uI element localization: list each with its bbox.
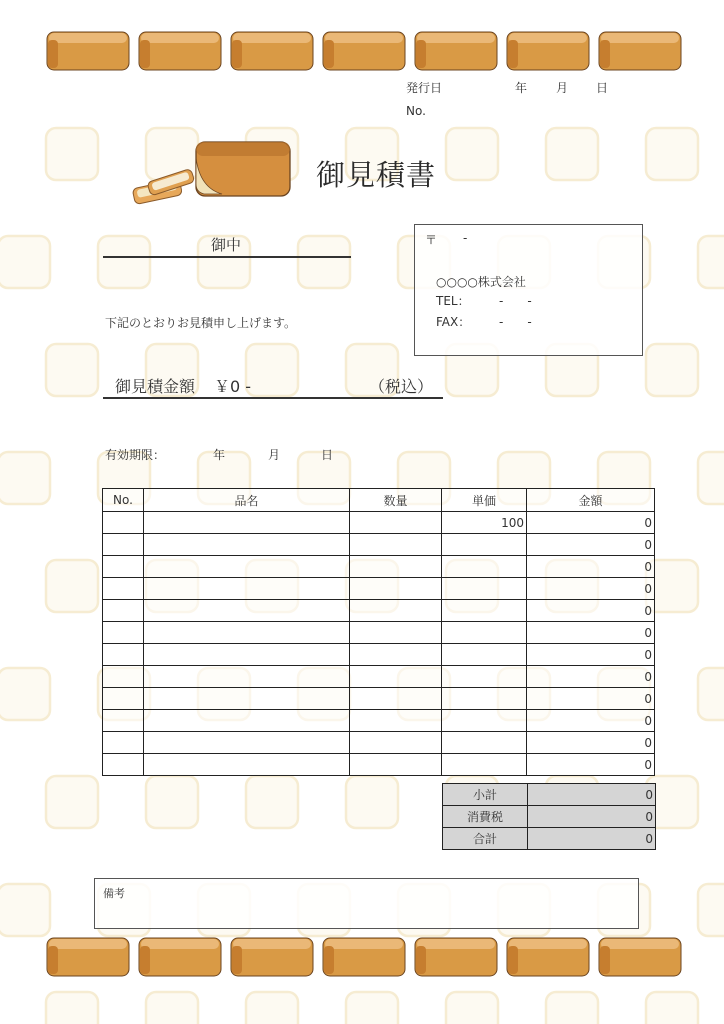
postal-mark: 〒 [425,233,438,247]
table-row [103,622,655,644]
recipient-suffix: 御中 [211,236,242,254]
cell-item-name[interactable] [144,754,350,776]
recipient-underline [103,256,351,258]
cell-unit-price[interactable] [442,688,527,710]
cell-amount[interactable]: 0 [527,578,655,600]
bread-loaf-icon [231,938,313,976]
bread-loaf-icon [323,938,405,976]
cell-quantity[interactable] [350,622,442,644]
subtotal-label: 小計 [443,784,528,806]
total-value: 0 [528,828,656,850]
totals-table [442,783,656,850]
cell-no[interactable] [103,732,144,754]
cell-item-name[interactable] [144,644,350,666]
amount-value: ￥0 - [214,377,252,396]
cell-no[interactable] [103,688,144,710]
cell-item-name[interactable] [144,688,350,710]
bread-loaf-icon [415,938,497,976]
tel-label: TEL： [436,294,470,308]
cell-no[interactable] [103,622,144,644]
cell-unit-price[interactable] [442,534,527,556]
top-bread-border [0,28,724,78]
cell-quantity[interactable] [350,688,442,710]
fax-label: FAX： [436,315,471,329]
cell-amount[interactable]: 0 [527,622,655,644]
cell-no[interactable] [103,644,144,666]
bread-loaf-icon [231,32,313,70]
cell-item-name[interactable] [144,666,350,688]
cell-unit-price[interactable] [442,732,527,754]
cell-amount[interactable]: 0 [527,688,655,710]
header-amount: 金額 [527,489,655,512]
table-row [103,644,655,666]
cell-unit-price[interactable] [442,710,527,732]
validity-day-label: 日 [321,448,334,462]
table-row [103,556,655,578]
cell-unit-price[interactable] [442,622,527,644]
table-row [103,754,655,776]
cell-no[interactable] [103,578,144,600]
cell-unit-price[interactable] [442,644,527,666]
validity-label: 有効期限： [105,448,166,462]
table-row [103,688,655,710]
cell-unit-price[interactable]: 100 [442,512,527,534]
cell-amount[interactable]: 0 [527,754,655,776]
company-name: ○○○○株式会社 [436,275,526,289]
cell-no[interactable] [103,556,144,578]
cell-item-name[interactable] [144,710,350,732]
tel-value: - - [499,294,532,308]
table-row [103,578,655,600]
table-row [103,666,655,688]
cell-amount[interactable]: 0 [527,644,655,666]
issue-year-label: 年 [515,81,528,95]
amount-underline [103,397,443,399]
issue-day-label: 日 [596,81,609,95]
issue-date-label: 発行日 [406,81,443,95]
cell-quantity[interactable] [350,556,442,578]
postal-code-dash: - [463,231,468,245]
validity-year-label: 年 [213,448,226,462]
fax-value: - - [499,315,532,329]
cell-item-name[interactable] [144,600,350,622]
cell-quantity[interactable] [350,732,442,754]
table-header-row [103,489,655,512]
header-no: No. [103,489,144,512]
cell-unit-price[interactable] [442,578,527,600]
table-row [103,600,655,622]
subtotal-row [443,784,656,806]
total-label: 合計 [443,828,528,850]
bread-loaf-icon [415,32,497,70]
bread-loaf-icon [126,136,296,216]
bread-loaf-icon [47,32,129,70]
cell-item-name[interactable] [144,556,350,578]
tax-label: 消費税 [443,806,528,828]
cell-quantity[interactable] [350,512,442,534]
document-title: 御見積書 [316,158,437,192]
issue-month-label: 月 [556,81,569,95]
items-table [102,488,655,776]
document-number-label: No. [406,104,426,118]
cell-amount[interactable]: 0 [527,512,655,534]
bread-loaf-icon [507,938,589,976]
sender-info-box [414,224,643,356]
header-quantity: 数量 [350,489,442,512]
cell-amount[interactable]: 0 [527,534,655,556]
cell-unit-price[interactable] [442,666,527,688]
cell-no[interactable] [103,754,144,776]
cell-amount[interactable]: 0 [527,600,655,622]
greeting-text: 下記のとおりお見積申し上げます。 [105,316,297,330]
bottom-bread-border [0,934,724,984]
amount-label: 御見積金額 [115,377,196,396]
cell-item-name[interactable] [144,534,350,556]
validity-month-label: 月 [268,448,281,462]
cell-amount[interactable]: 0 [527,710,655,732]
header-unit-price: 単価 [442,489,527,512]
tax-included-note: （税込） [369,377,434,396]
bread-loaf-icon [47,938,129,976]
subtotal-value: 0 [528,784,656,806]
cell-amount[interactable]: 0 [527,666,655,688]
cell-unit-price[interactable] [442,556,527,578]
bread-loaf-icon [599,938,681,976]
table-row [103,732,655,754]
cell-unit-price[interactable] [442,600,527,622]
cell-item-name[interactable] [144,512,350,534]
bread-loaf-icon [139,32,221,70]
cell-quantity[interactable] [350,534,442,556]
cell-no[interactable] [103,710,144,732]
cell-no[interactable] [103,534,144,556]
cell-item-name[interactable] [144,622,350,644]
remarks-label: 備考 [103,887,125,900]
cell-no[interactable] [103,512,144,534]
bread-loaf-icon [323,32,405,70]
cell-unit-price[interactable] [442,754,527,776]
cell-amount[interactable]: 0 [527,732,655,754]
cell-item-name[interactable] [144,732,350,754]
cell-amount[interactable]: 0 [527,556,655,578]
table-row [103,512,655,534]
cell-quantity[interactable] [350,754,442,776]
header-item-name: 品名 [144,489,350,512]
cell-quantity[interactable] [350,666,442,688]
table-row [103,710,655,732]
cell-quantity[interactable] [350,710,442,732]
bread-loaf-icon [507,32,589,70]
cell-no[interactable] [103,600,144,622]
cell-quantity[interactable] [350,600,442,622]
bread-loaf-icon [139,938,221,976]
tax-value: 0 [528,806,656,828]
cell-no[interactable] [103,666,144,688]
cell-quantity[interactable] [350,578,442,600]
table-row [103,534,655,556]
cell-quantity[interactable] [350,644,442,666]
tax-row [443,806,656,828]
remarks-box[interactable] [94,878,639,929]
bread-loaf-icon [599,32,681,70]
total-row [443,828,656,850]
cell-item-name[interactable] [144,578,350,600]
